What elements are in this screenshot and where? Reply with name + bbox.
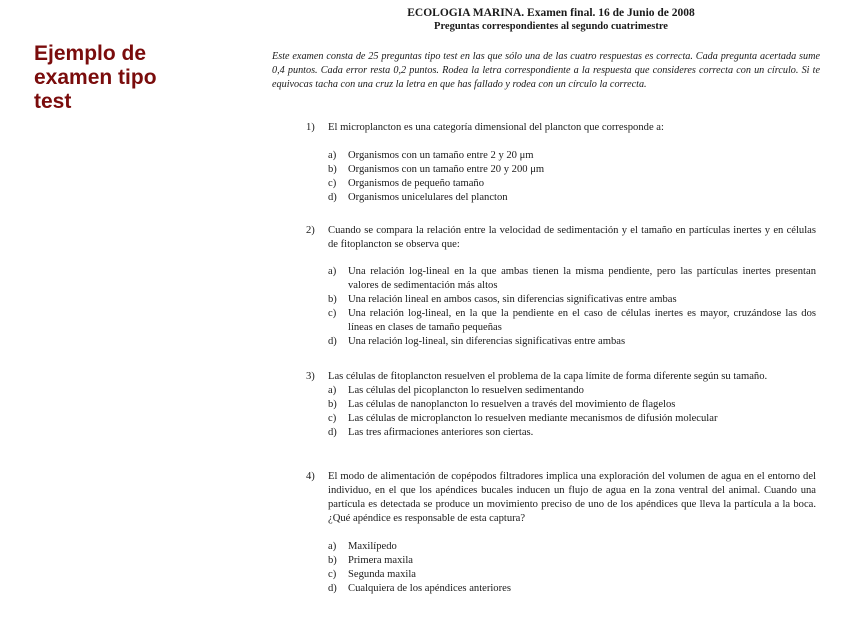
option-text: Segunda maxila bbox=[348, 569, 416, 580]
answer-option[interactable] bbox=[306, 582, 816, 596]
answer-options bbox=[306, 265, 816, 349]
question-1 bbox=[306, 121, 816, 205]
option-letter: c) bbox=[328, 178, 337, 189]
exam-header bbox=[270, 6, 832, 34]
question-number: 3) bbox=[306, 371, 315, 382]
question-4 bbox=[306, 470, 816, 596]
question-number: 2) bbox=[306, 225, 315, 236]
option-letter: c) bbox=[328, 308, 337, 319]
option-text: Una relación lineal en ambos casos, sin diferencias significativas entre ambas bbox=[348, 294, 677, 305]
option-text: Las células del picoplancton lo resuelven sedimentando bbox=[348, 385, 584, 396]
slide-title-line: Ejemplo de bbox=[34, 42, 147, 65]
answer-options bbox=[306, 149, 816, 205]
answer-option[interactable] bbox=[306, 177, 816, 191]
question-2 bbox=[306, 224, 816, 349]
option-text: Una relación log-lineal en la que ambas tienen la misma pendiente, pero las partículas inertes presentan valores de sedimentación más altos bbox=[348, 266, 816, 291]
option-letter: b) bbox=[328, 164, 337, 175]
answer-options bbox=[306, 540, 816, 596]
option-letter: c) bbox=[328, 413, 337, 424]
option-letter: d) bbox=[328, 427, 337, 438]
answer-option[interactable] bbox=[306, 191, 816, 205]
answer-option[interactable] bbox=[306, 568, 816, 582]
option-text: Organismos con un tamaño entre 20 y 200 μm bbox=[348, 164, 545, 175]
question-text: El modo de alimentación de copépodos filtradores implica una exploración del volumen de agua en el entorno del individuo, en el que los apéndices bucales inducen un flujo de agua en la zona ventral del animal. Cuando una partícula es detectada se produce un movimiento preciso de uno de los apéndices que lleva la partícula a la boca. ¿Qué apéndice es responsable de esta captura? bbox=[328, 471, 816, 524]
option-text: Las células de microplancton lo resuelven mediante mecanismos de difusión molecular bbox=[348, 413, 718, 424]
slide-title-line: test bbox=[34, 90, 72, 113]
option-text: Cualquiera de los apéndices anteriores bbox=[348, 583, 511, 594]
option-text: Primera maxila bbox=[348, 555, 414, 566]
option-letter: a) bbox=[328, 541, 337, 552]
answer-option[interactable] bbox=[306, 554, 816, 568]
question-number: 4) bbox=[306, 471, 315, 482]
answer-options bbox=[306, 384, 816, 440]
answer-option[interactable] bbox=[306, 398, 816, 412]
option-text: Una relación log-lineal, sin diferencias significativas entre ambas bbox=[348, 336, 626, 347]
option-letter: c) bbox=[328, 569, 337, 580]
option-letter: b) bbox=[328, 399, 337, 410]
exam-title: ECOLOGIA MARINA. Examen final. 16 de Junio de 2008 bbox=[407, 7, 695, 19]
option-letter: b) bbox=[328, 294, 337, 305]
answer-option[interactable] bbox=[306, 540, 816, 554]
option-text: Las células de nanoplancton lo resuelven a través del movimiento de flagelos bbox=[348, 399, 676, 410]
option-letter: a) bbox=[328, 266, 337, 277]
option-letter: d) bbox=[328, 583, 337, 594]
slide-title bbox=[34, 42, 234, 114]
answer-option[interactable] bbox=[306, 335, 816, 349]
option-text: Una relación log-lineal, en la que la pendiente en el caso de células inertes es mayor, cruzándose las dos líneas en clases de tamaño pequeñas bbox=[348, 308, 816, 333]
slide-title-line: examen tipo bbox=[34, 66, 157, 89]
answer-option[interactable] bbox=[306, 265, 816, 293]
question-text: Cuando se compara la relación entre la velocidad de sedimentación y el tamaño en partículas inertes y en células de fitoplancton se observa que: bbox=[328, 225, 816, 250]
answer-option[interactable] bbox=[306, 426, 816, 440]
question-text: Las células de fitoplancton resuelven el problema de la capa límite de forma diferente según su tamaño. bbox=[328, 371, 768, 382]
exam-instructions: Este examen consta de 25 preguntas tipo test en las que sólo una de las cuatro respuestas es correcta. Cada pregunta acertada sume 0,4 puntos. Cada error resta 0,2 puntos. Rodea la letra correspondiente a la respuesta que consideres correcta con un círculo. Si te equivocas tacha con una cruz la letra en que has fallado y rodea con un círculo la correcta. bbox=[272, 51, 820, 90]
question-number: 1) bbox=[306, 122, 315, 133]
option-letter: b) bbox=[328, 555, 337, 566]
option-letter: d) bbox=[328, 336, 337, 347]
option-text: Maxilípedo bbox=[348, 541, 397, 552]
option-text: Organismos de pequeño tamaño bbox=[348, 178, 485, 189]
option-text: Organismos unicelulares del plancton bbox=[348, 192, 508, 203]
answer-option[interactable] bbox=[306, 307, 816, 335]
option-text: Organismos con un tamaño entre 2 y 20 μm bbox=[348, 150, 534, 161]
exam-subtitle: Preguntas correspondientes al segundo cuatrimestre bbox=[434, 21, 668, 32]
answer-option[interactable] bbox=[306, 384, 816, 398]
option-letter: a) bbox=[328, 150, 337, 161]
question-3 bbox=[306, 370, 816, 440]
answer-option[interactable] bbox=[306, 163, 816, 177]
option-letter: d) bbox=[328, 192, 337, 203]
answer-option[interactable] bbox=[306, 412, 816, 426]
answer-option[interactable] bbox=[306, 149, 816, 163]
option-letter: a) bbox=[328, 385, 337, 396]
option-text: Las tres afirmaciones anteriores son ciertas. bbox=[348, 427, 534, 438]
question-text: El microplancton es una categoría dimensional del plancton que corresponde a: bbox=[328, 122, 664, 133]
answer-option[interactable] bbox=[306, 293, 816, 307]
